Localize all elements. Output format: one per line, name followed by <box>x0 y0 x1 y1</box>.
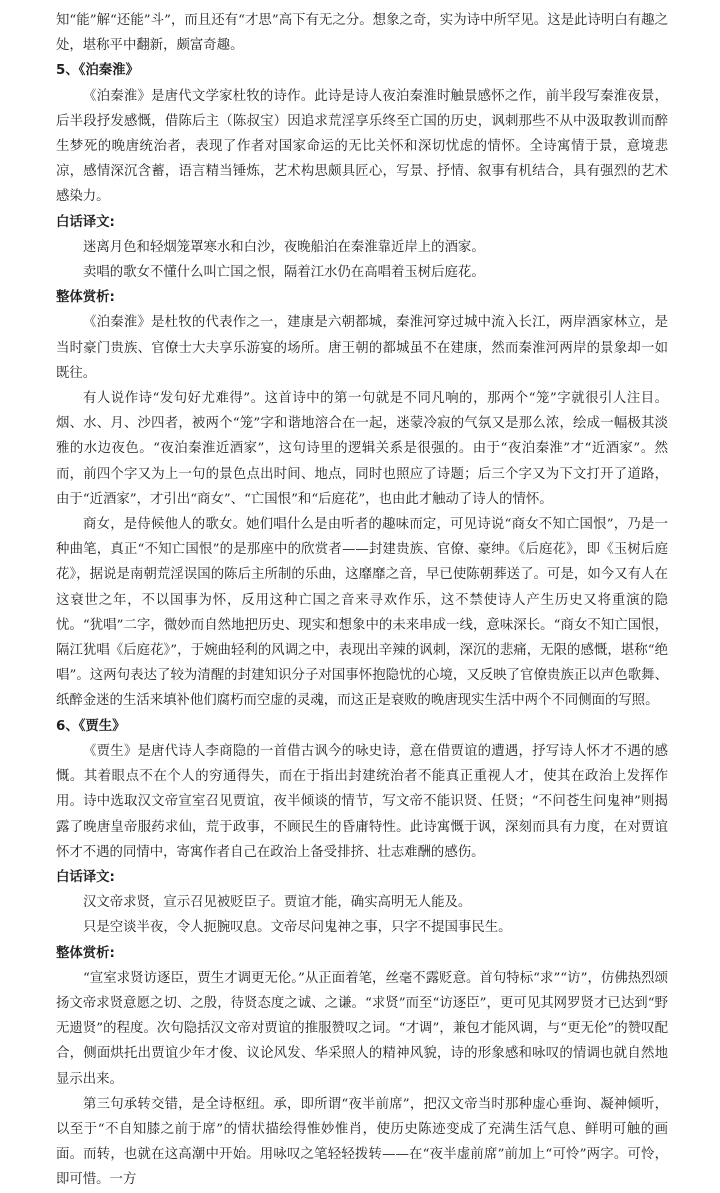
section5-heading: 5、《泊秦淮》 <box>56 63 139 79</box>
document-page <box>56 8 668 1193</box>
section6-heading: 6、《贾生》 <box>56 718 126 734</box>
section6-translation-line: 只是空谈半夜，令人扼腕叹息。文帝尽问鬼神之事，只字不提国事民生。 <box>83 920 512 936</box>
section6-appreciation-heading: 整体赏析: <box>56 945 115 961</box>
section6-translation-line: 汉文帝求贤，宣示召见被贬臣子。贾谊才能，确实高明无人能及。 <box>83 895 472 911</box>
section5-translation-heading: 白话译文: <box>56 214 115 230</box>
section5-appreciation-paragraph: 商女，是侍候他人的歌女。她们唱什么是由听者的趣味而定，可见诗说“商女不知亡国恨”，乃是一种曲笔，真正“不知亡国恨”的是那座中的欣赏者——封建贵族、官僚、豪绅。《后庭花》，即《玉树后庭花》，据说是南朝荒淫误国的陈后主所制的乐曲，这靡靡之音，早已使陈朝葬送了。可是，如今又有人在这衰世之年，不以国事为怀，反用这种亡国之音来寻欢作乐，这不禁使诗人产生历史又将重演的隐忧。“犹唱”二字，微妙而自然地把历史、现实和想象中的未来串成一线，意味深长。“商女不知亡国恨，隔江犹唱《后庭花》”，于婉曲轻利的风调之中，表现出辛辣的讽刺，深沉的悲痛，无限的感慨，堪称“绝唱”。这两句表达了较为清醒的封建知识分子对国事怀抱隐忧的心境，又反映了官僚贵族正以声色歌舞、纸醉金迷的生活来填补他们腐朽而空虚的灵魂，而这正是衰败的晚唐现实生活中两个不同侧面的写照。 <box>56 517 668 709</box>
section5-appreciation-paragraph: 《泊秦淮》是杜牧的代表作之一，建康是六朝都城，秦淮河穿过城中流入长江，两岸酒家林立，是当时豪门贵族、官僚士大夫享乐游宴的场所。唐王朝的都城虽不在建康，然而秦淮河两岸的景象却一如既往。 <box>56 315 668 381</box>
section6-appreciation-paragraph: “宣室求贤访逐臣，贾生才调更无伦。”从正面着笔，丝毫不露贬意。首句特标“求”“访”，仿佛热烈颂扬文帝求贤意愿之切、之殷，待贤态度之诚、之谦。“求贤”而至“访逐臣”，更可见其网罗贤才已达到“野无遗贤”的程度。次句隐括汉文帝对贾谊的推服赞叹之词。“才调”，兼包才能风调，与“更无伦”的赞叹配合，侧面烘托出贾谊少年才俊、议论风发、华采照人的精神风貌，诗的形象感和咏叹的情调也就自然地显示出来。 <box>56 970 668 1087</box>
section6-intro: 《贾生》是唐代诗人李商隐的一首借古讽今的咏史诗，意在借贾谊的遭遇，抒写诗人怀才不遇的感慨。其着眼点不在个人的穷通得失，而在于指出封建统治者不能真正重视人才，使其在政治上发挥作用。诗中选取汉文帝宣室召见贾谊，夜半倾谈的情节，写文帝不能识贤、任贤；“不问苍生问鬼神”则揭露了晚唐皇帝服药求仙，荒于政事，不顾民生的昏庸特性。此诗寓慨于讽，深刻而具有力度，在对贾谊怀才不遇的同情中，寄寓作者自己在政治上备受排挤、壮志难酬的感伤。 <box>56 743 668 860</box>
section5-intro: 《泊秦淮》是唐代文学家杜牧的诗作。此诗是诗人夜泊秦淮时触景感怀之作，前半段写秦淮夜景，后半段抒发感慨，借陈后主（陈叔宝）因追求荒淫享乐终至亡国的历史，讽刺那些不从中汲取教训而醉生梦死的晚唐统治者，表现了作者对国家命运的无比关怀和深切忧虑的情怀。全诗寓情于景，意境悲凉，感情深沉含蓄，语言精当锤炼，艺术构思颇具匠心，写景、抒情、叙事有机结合，具有强烈的艺术感染力。 <box>56 88 668 205</box>
section5-translation-line: 迷离月色和轻烟笼罩寒水和白沙，夜晚船泊在秦淮靠近岸上的酒家。 <box>83 239 485 255</box>
section5-translation-line: 卖唱的歌女不懂什么叫亡国之恨，隔着江水仍在高唱着玉树后庭花。 <box>83 265 485 281</box>
intro-paragraph: 知“能”解“还能”斗”，而且还有“才思”高下有无之分。想象之奇，实为诗中所罕见。这是此诗明白有趣之处，堪称平中翻新，颇富奇趣。 <box>56 13 668 54</box>
section6-translation-heading: 白话译文: <box>56 869 115 885</box>
section5-appreciation-heading: 整体赏析: <box>56 290 115 306</box>
section6-appreciation-paragraph: 第三句承转交错，是全诗枢纽。承，即所谓“夜半前席”，把汉文帝当时那种虚心垂询、凝神倾听，以至于“不自知膝之前于席”的情状描绘得惟妙惟肖，使历史陈迹变成了充满生活气息、鲜明可触的画面。而转，也就在这高潮中开始。用咏叹之笔轻轻拨转——在“夜半虚前席”前加上“可怜”两字。可怜，即可惜。一方 <box>56 1096 668 1188</box>
section5-appreciation-paragraph: 有人说作诗“发句好尤难得”。这首诗中的第一句就是不同凡响的，那两个“笼”字就很引人注目。烟、水、月、沙四者，被两个“笼”字和谐地溶合在一起，迷蒙冷寂的气氛又是那么浓，绘成一幅极其淡雅的水边夜色。“夜泊秦淮近酒家”，这句诗里的逻辑关系是很强的。由于“夜泊秦淮”才“近酒家”。然而，前四个字又为上一句的景色点出时间、地点，同时也照应了诗题；后三个字又为下文打开了道路，由于“近酒家”，才引出“商女”、“亡国恨”和“后庭花”，也由此才触动了诗人的情怀。 <box>56 391 668 507</box>
